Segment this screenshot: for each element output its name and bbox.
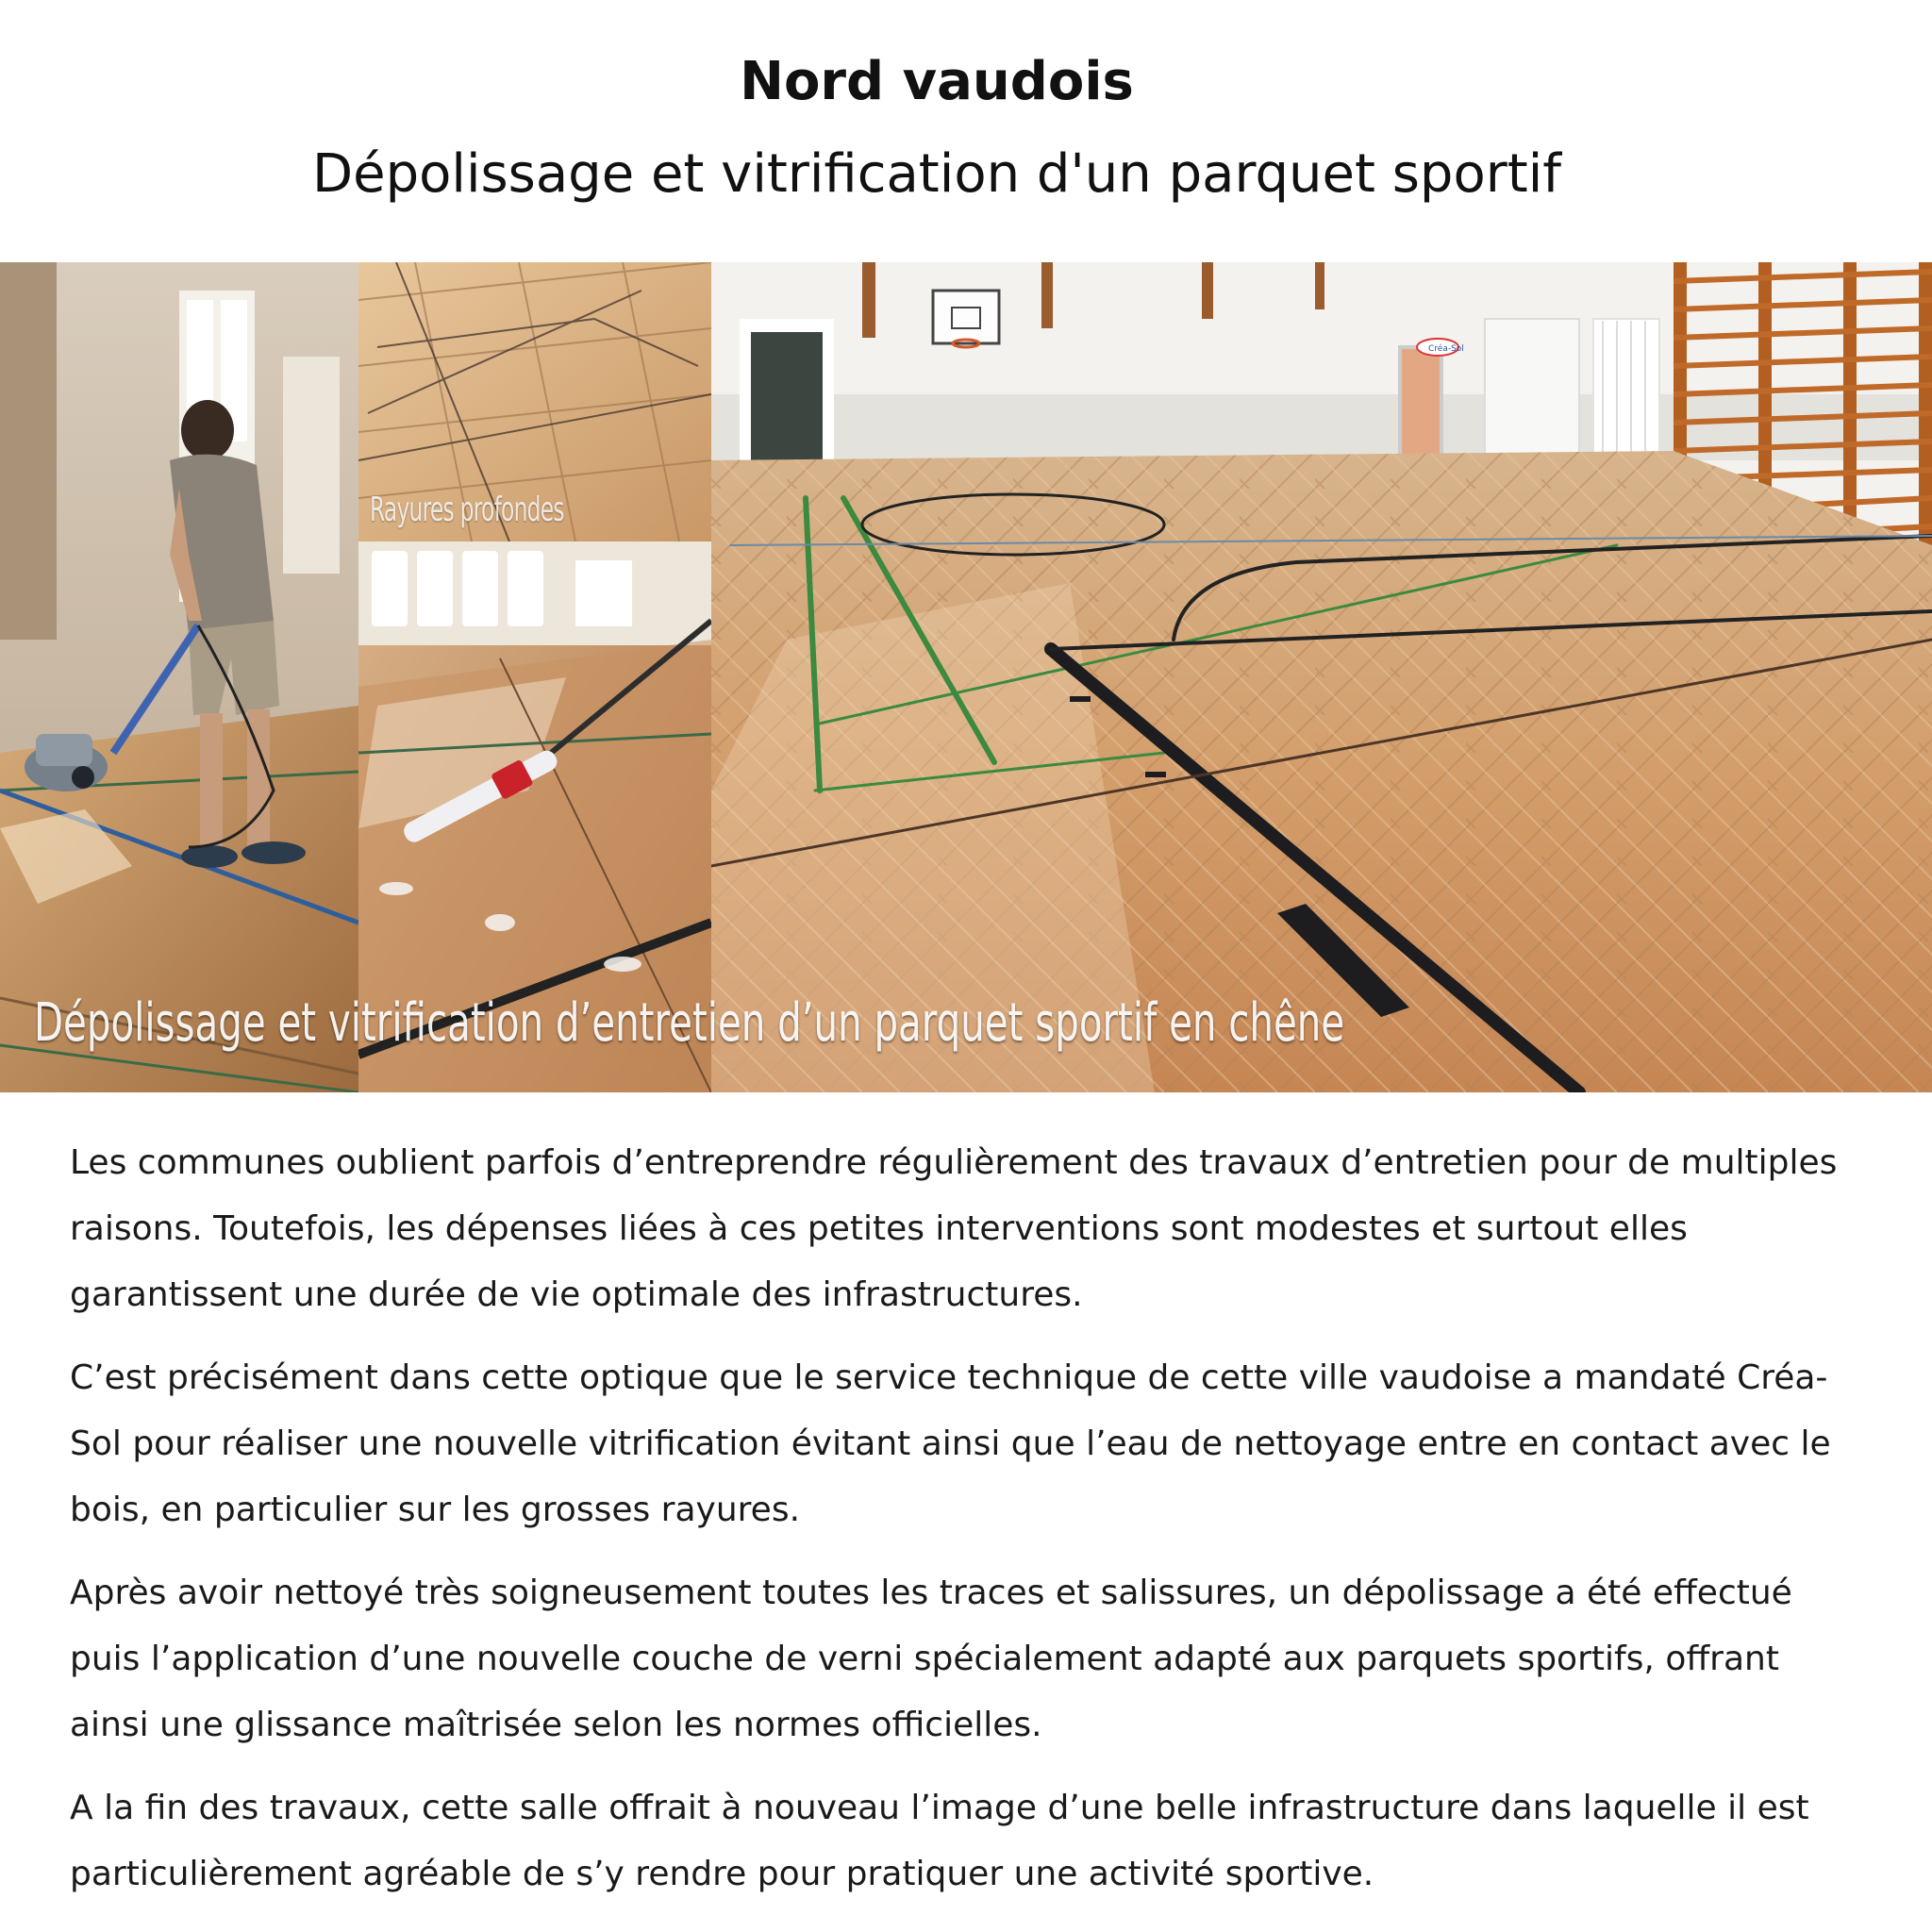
photo-scratches-varnish: [358, 262, 711, 1092]
paragraph-1: Les communes oublient parfois d’entreprendre régulièrement des travaux d’entretien pour de multiples raisons. Toutefois, les dépenses liées à ces petites interventions sont modestes et surtout elles garantissent une durée de vie optimale des infrastructures.: [70, 1143, 1838, 1314]
page-subtitle: Dépolissage et vitrification d'un parquet sportif: [312, 143, 1561, 205]
photo-banner: [0, 262, 1932, 1092]
article-body: [70, 1130, 1862, 1924]
page-header: [0, 0, 1932, 262]
crea-sol-sign: Créa-Sol: [1428, 344, 1464, 354]
region-title: Nord vaudois: [740, 51, 1134, 112]
photo-finished-gym: [711, 262, 1932, 1092]
paragraph-2: C’est précisément dans cette optique que le service technique de cette ville vaudoise a mandaté Créa-Sol pour réaliser une nouvelle vitrification évitant ainsi que l’eau de nettoyage entre en contact avec le bois, en particulier sur les grosses rayures.: [70, 1358, 1831, 1529]
scratches-caption: Rayures profondes: [370, 491, 564, 529]
paragraph-4: A la fin des travaux, cette salle offrait à nouveau l’image d’une belle infrastructure dans laquelle il est particulièrement agréable de s’y rendre pour pratiquer une activité sportive.: [70, 1789, 1809, 1893]
paragraph-3: Après avoir nettoyé très soigneusement toutes les traces et salissures, un dépolissage a été effectué puis l’application d’une nouvelle couche de verni spécialement adapté aux parquets sportifs, offrant ainsi une glissance maîtrisée selon les normes officielles.: [70, 1574, 1792, 1744]
banner-caption: Dépolissage et vitrification d’entretien d’un parquet sportif en chêne: [34, 992, 1345, 1054]
photo-worker-sanding: [0, 262, 358, 1092]
